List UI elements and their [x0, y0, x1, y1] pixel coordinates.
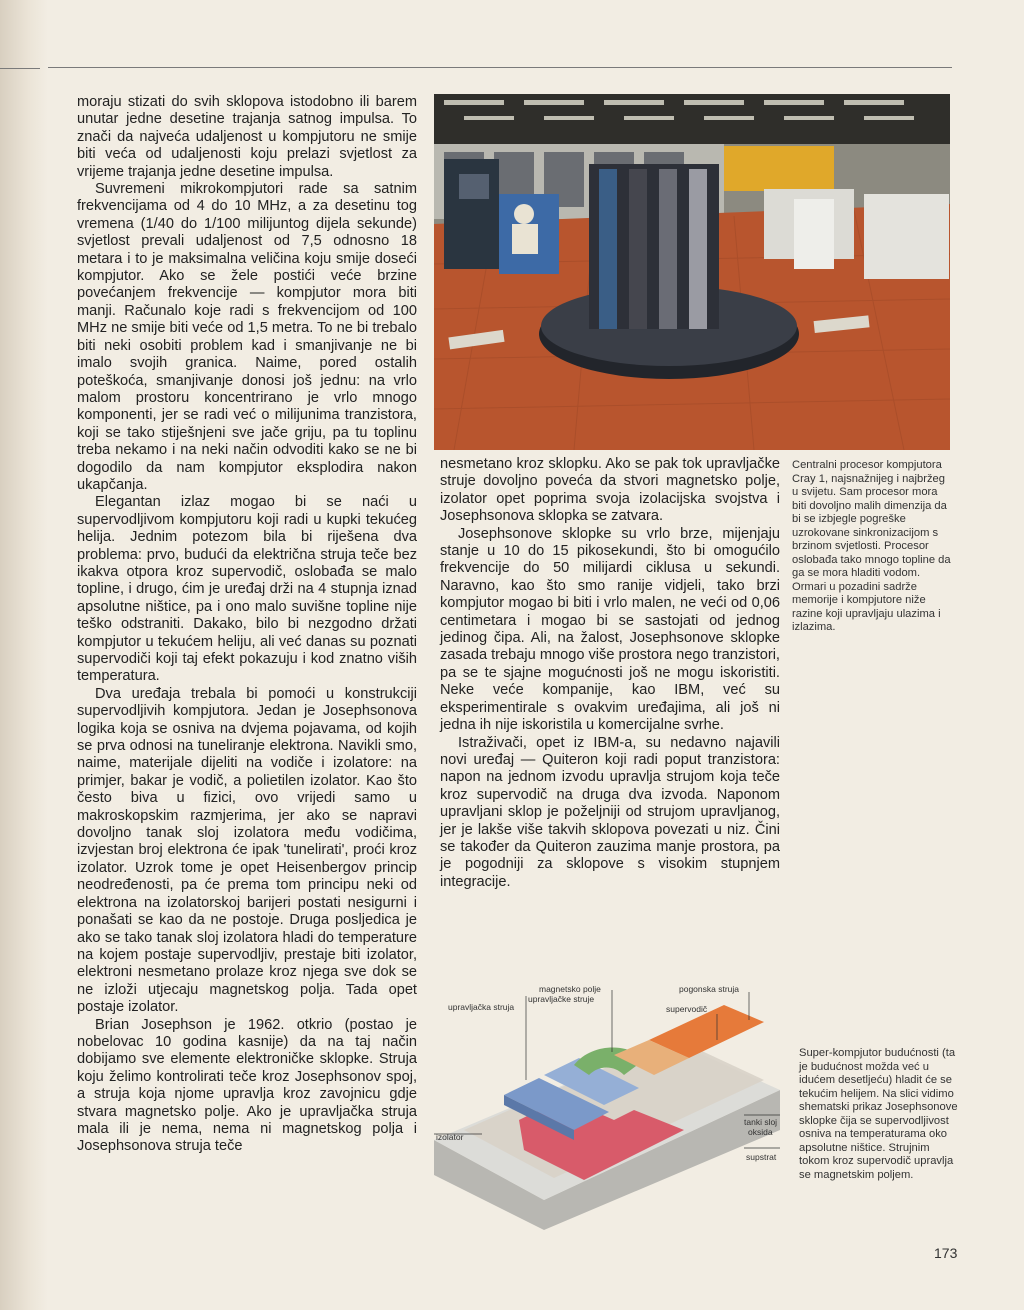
paragraph: Elegantan izlaz mogao bi se naći u supervodljivom kompjutoru koji radi u kupki tekućeg helija. Jednim potezom bila bi riješena dva problema: prvo, budući da električna struja teče bez ikakva otpora kroz supervodič, oslobađa se malo topline, i drugo, ćim je uređaj drži na 4 stupnja iznad apsolutne ništice, pa i ono malo suvišne topline nije teško odstraniti. Dakako, bilo bi nezgodno držati kompjutor u tekućem heliju, ali već danas su poznati supervodiči koji taj efekt pokazuju i kod znatno viših temperatura. [77, 494, 417, 685]
label-thin-oxide-2: oksida [748, 1127, 773, 1137]
paragraph: Brian Josephson je 1962. otkrio (postao je nobelovac 10 godina kasnije) da na taj način dobijamo sve elemente elektroničke sklopke. Struja koju želimo kontrolirati teče kroz Josephsonov spoj, a struja koja njome upravlja kroz zavojnicu gdje stvara magnetsko polje. Ako je upravljačka struja mala ili je nema, nema ni magnetskog polja i Josephsonova struja teče [77, 1016, 417, 1155]
photo-caption: Centralni procesor kompjutora Cray 1, najsnažnijeg i najbržeg u svijetu. Sam procesor mora biti dovoljno malih dimenzija da bi se izbjegle pogreške uzrokovane sinkronizacijom s brzinom svjetlosti. Procesor oslobađa tako mnogo topline da ga se mora hladiti vodom. Ormari u pozadini sadrže memorije i kompjutore niže razine koji upravljaju ulazima i izlazima. [792, 459, 951, 633]
label-magnetic-field-2: upravljačke struje [528, 994, 595, 1004]
text-column-middle [440, 456, 780, 891]
label-magnetic-field: magnetsko polje [539, 984, 601, 994]
label-insulator: izolator [436, 1132, 464, 1142]
paragraph: Josephsonove sklopke su vrlo brze, mijenjaju stanje u 10 do 15 pikosekundi, što bi omogućilo frekvencije do 50 milijardi ciklusa u sekundi. Naravno, kao što smo ranije vidjeli, tako brzi kompjutor mogao bi biti i vrlo malen, ne veći od 0,06 centimetara i mogao bi se sastojati od jednog jedinog čipa. Ali, na žalost, Josephsonove sklopke zasada trebaju mnogo više prostora nego tranzistori, pa se te sjajne mogućnosti još ne mogu iskoristiti. Neke veće kompanije, kao IBM, već su eksperimentirale s ovakvim uređajima, ali još ni jedna ih nije iskoristila u komercijalne svrhe. [440, 525, 780, 734]
paragraph: Dva uređaja trebala bi pomoći u konstrukciji supervodljivih kompjutora. Jedan je Josephsonova logika koja se osniva na dvjema pojavama, od kojih se prva odnosi na tuneliranje elektrona. Navikli smo, naime, materijale dijeliti na vodiče i izolatore: na primjer, bakar je vodič, a polietilen izolator. Kao što često biva u fizici, ovo vrijedi samo u makroskopskim razmjerima, jer ako se napravi dovoljno tanak sloj izolatora među vodičima, izvjestan broj elektrona će ipak 'tunelirati', proći kroz izolator. Uzrok tome je opet Heisenbergov princip neodređenosti, pa će prema tom principu neki od elektrona na izolatorskoj barijeri postati nesigurni i ponašati se kao da ne postoje. Druga posljedica je ako se tako tanak sloj izolatora hladi do temperature na kojem postaje supervodljiv, prestaje biti izolator, elektroni nesmetano prolaze kroz njega sve dok se ne izloži utjecaju magnetskog polja. Tada opet postaje izolator. [77, 685, 417, 1016]
top-rule [48, 67, 952, 68]
left-rule [0, 68, 40, 69]
page-number: 173 [934, 1245, 958, 1261]
paragraph: Istraživači, opet iz IBM-a, su nedavno najavili novi uređaj — Quiteron koji radi poput tranzistora: napon na jednom izvodu upravlja strujom koja teče kroz supervodič na druga dva izvoda. Naponom upravljani sklop je poželjniji od strujom upravljanog, jer je lakše više takvih sklopova povezati u niz. Čini se također da Quiteron zauzima manje prostora, pa je pogodniji za sklopove s visokim stupnjem integracije. [440, 734, 780, 890]
label-drive-current: pogonska struja [679, 984, 740, 994]
paragraph: nesmetano kroz sklopku. Ako se pak tok upravljačke struje dovoljno poveća da stvori magnetsko polje, izolator opet poprima svoja izolacijska svojstva i Josephsonova sklopka se zatvara. [440, 456, 780, 525]
label-thin-oxide: tanki sloj [744, 1117, 778, 1127]
label-control-current: upravljačka struja [448, 1002, 515, 1012]
label-superconductor: supervodič [666, 1004, 708, 1014]
josephson-switch-diagram [434, 980, 780, 1230]
paragraph: moraju stizati do svih sklopova istodobno ili barem unutar jedne desetine trajanja satnog impulsa. To znači da najveća udaljenost u kompjutoru ne smije biti veća od udaljenosti koju prelazi svjetlost za vrijeme trajanja jedne desetine impulsa. [77, 94, 417, 180]
text-column-left [77, 94, 417, 1156]
label-substrate: supstrat [746, 1152, 777, 1162]
paragraph: Suvremeni mikrokompjutori rade sa satnim frekvencijama od 4 do 10 MHz, a za desetinu tog vremena (1/40 do 1/100 milijuntog dijela sekunde) svjetlost prevali udaljenost od 7,5 odnosno 18 metara i to je maksimalna veličina koju smije doseći kompjutor. Ako se žele postići veće brzine povećanjem frekvencije — kompjutor mora biti manji. Računalo koje radi s frekvencijom od 100 MHz ne smije biti veće od 1,5 metra. To ne bi trebalo biti neki osobiti problem kad i smanjivanje ne bi imalo svojih granica. Naime, pored ostalih poteškoća, smanjivanje donosi još jednu: na vrlo malom prostoru koncentrirano je vrlo mnogo komponenti, jer se radi već o milijunima tranzistora, koji se tako stiješnjeni sve jače griju, pa tu toplinu treba nekamo i na neki način odvoditi kako se ne bi dogodilo da nam kompjutor eksplodira nakon ukapčanja. [77, 181, 417, 493]
page-gutter [0, 0, 48, 1310]
cray-1-photo [434, 94, 950, 450]
diagram-caption: Super-kompjutor budućnosti (ta je budućnost možda već u idućem desetljeću) hladit će se tekućim helijem. Na slici vidimo shematski prikaz Josephsonove sklopke čija se supervodljivost osniva na temperaturama oko apsolutne ništice. Strujnim tokom kroz supervodič upravlja se magnetskim poljem. [799, 1047, 958, 1181]
